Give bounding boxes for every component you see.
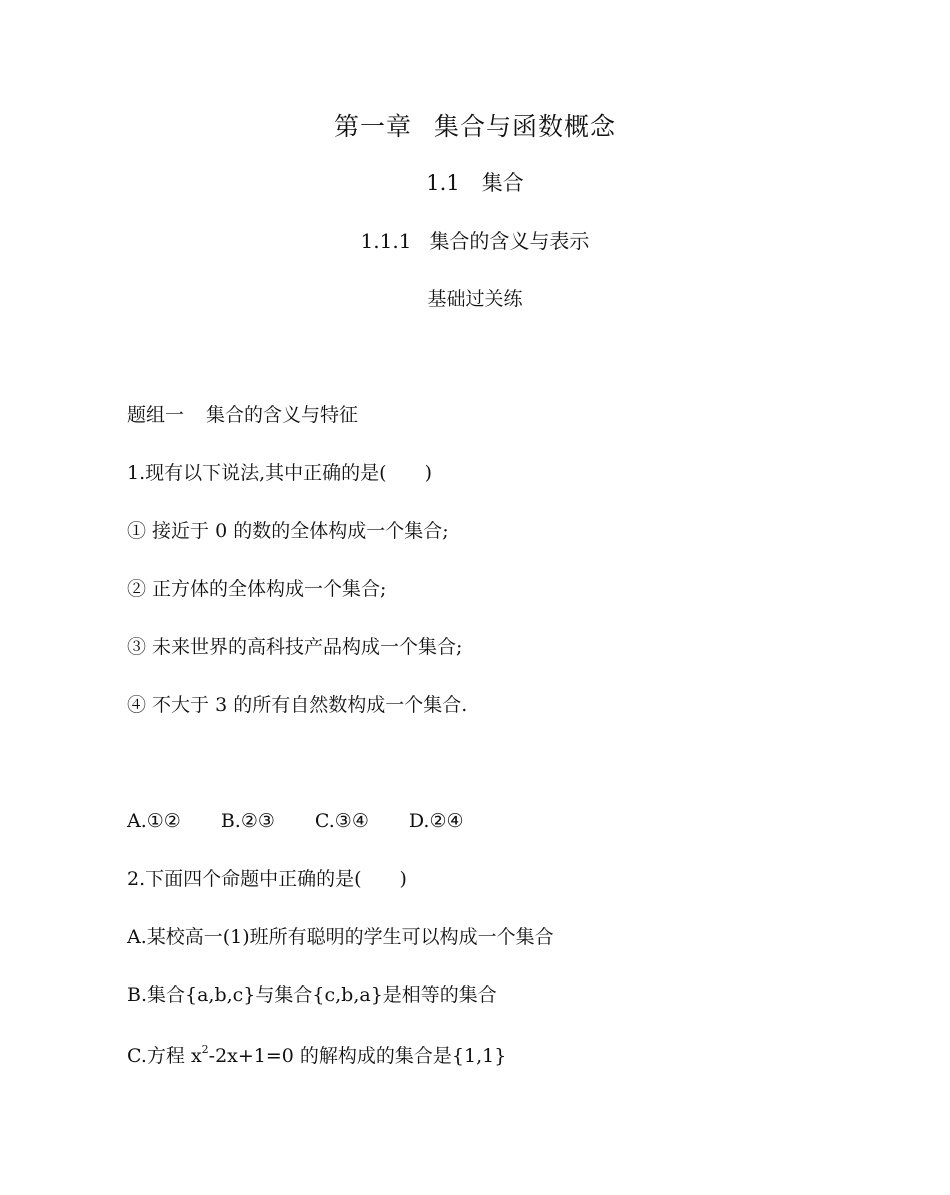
section-number: 1.1: [426, 171, 460, 195]
question-1-option-a: A.①②: [127, 810, 181, 832]
question-1-item-3: ③ 未来世界的高科技产品构成一个集合;: [127, 636, 463, 658]
question-1-option-d: D.②④: [408, 810, 464, 832]
option-c-exponent: 2: [201, 1043, 209, 1056]
group-label: 题组一: [127, 404, 185, 426]
question-2-option-c: [127, 1044, 506, 1066]
group-title: 集合的含义与特征: [206, 404, 359, 426]
question-1-item-2: ② 正方体的全体构成一个集合;: [127, 578, 387, 600]
group-heading: [127, 406, 358, 425]
chapter-number: 第一章: [333, 112, 412, 141]
option-c-text-start: C.方程 x: [127, 1045, 202, 1067]
chapter-title: 集合与函数概念: [434, 112, 617, 141]
question-1-option-c: C.③④: [314, 810, 369, 832]
question-2-option-b: B.集合{a,b,c}与集合{c,b,a}是相等的集合: [127, 984, 497, 1006]
subsection-title: 集合的含义与表示: [429, 229, 590, 253]
section-title: 集合: [481, 171, 524, 195]
question-1-option-b: B.②③: [220, 810, 275, 832]
question-1-item-4: ④ 不大于 3 的所有自然数构成一个集合.: [127, 694, 468, 716]
chapter-heading: [0, 114, 950, 139]
subsection-heading: [0, 231, 950, 251]
question-1-options: [127, 812, 504, 831]
option-c-text-end: -2x+1=0 的解构成的集合是{1,1}: [208, 1045, 507, 1067]
question-1-stem: 1.现有以下说法,其中正确的是( ): [127, 462, 432, 484]
section-heading: [0, 173, 950, 194]
exercise-type-heading: 基础过关练: [427, 288, 523, 310]
question-2-stem: 2.下面四个命题中正确的是( ): [127, 868, 407, 890]
question-2-option-a: A.某校高一(1)班所有聪明的学生可以构成一个集合: [127, 926, 554, 948]
question-1-item-1: ① 接近于 0 的数的全体构成一个集合;: [127, 520, 449, 542]
subsection-number: 1.1.1: [360, 229, 412, 253]
